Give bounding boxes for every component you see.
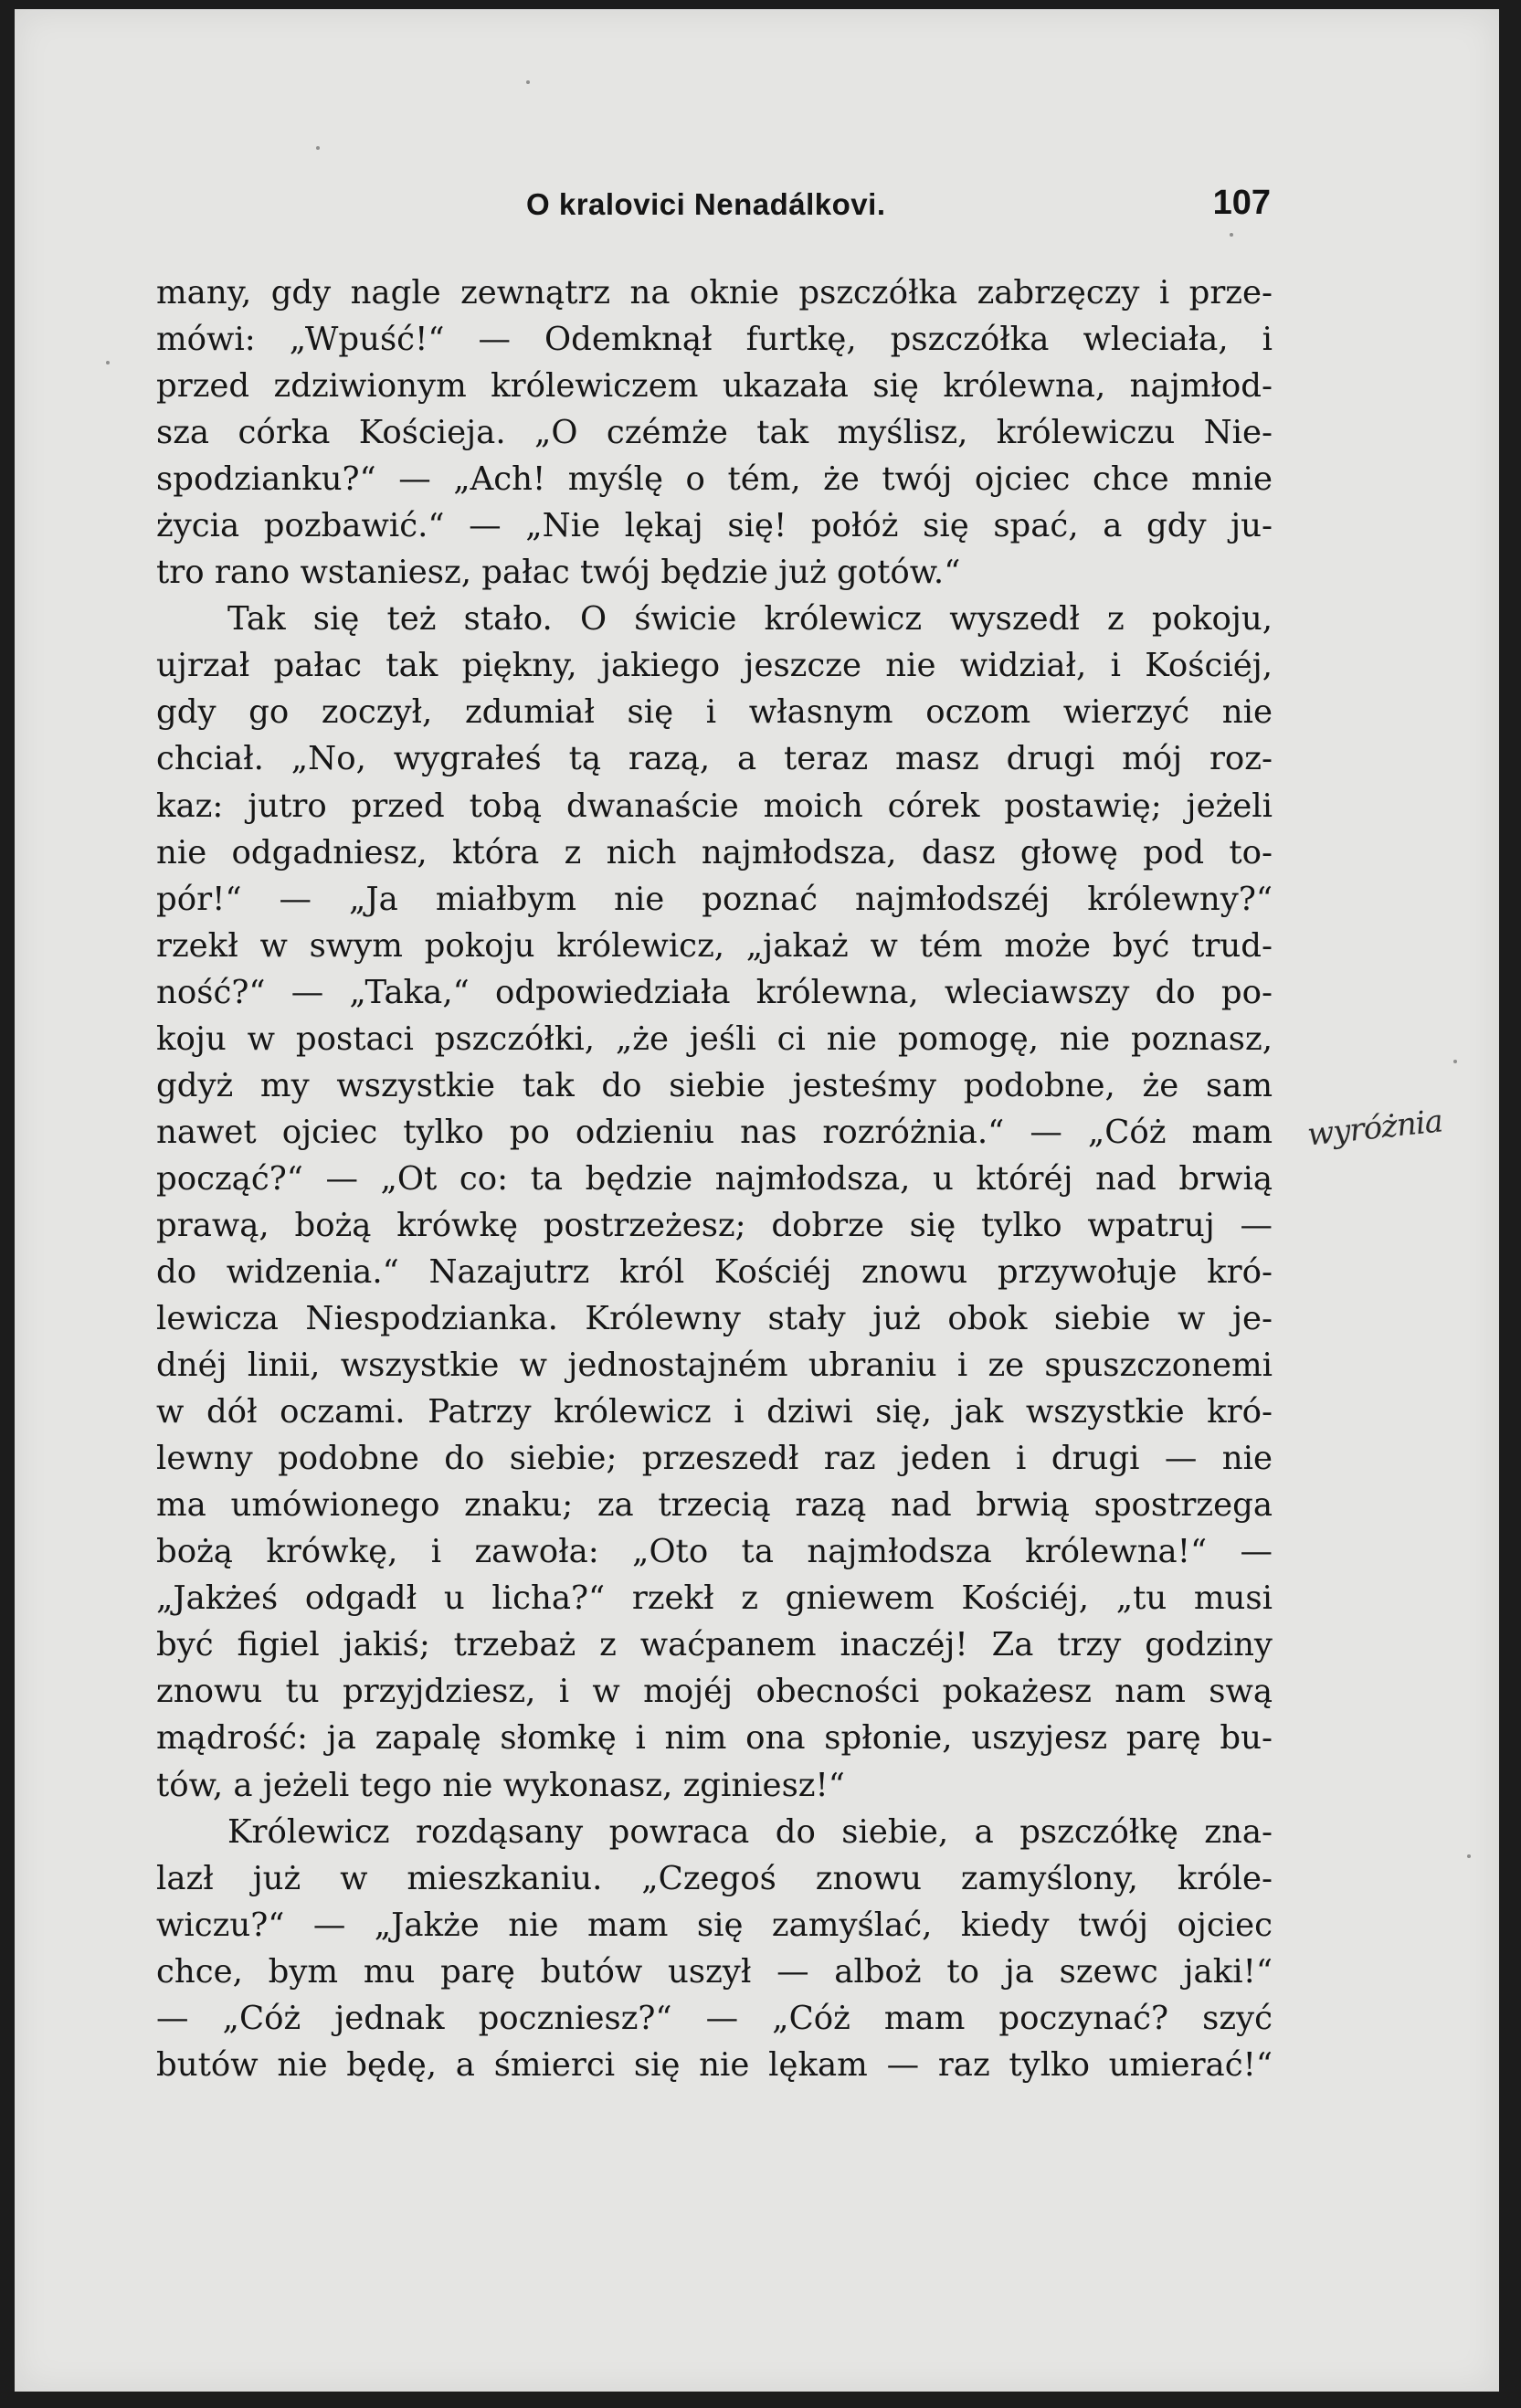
text-line: gdyż my wszystkie tak do siebie jesteśmy podobne, że sam: [156, 1066, 1273, 1104]
handwritten-margin-note: wyróżnia: [1305, 1103, 1444, 1154]
text-line: spodzianku?“ — „Ach! myślę o tém, że twój ojciec chce mnie: [156, 460, 1273, 499]
text-line: tów, a jeżeli tego nie wykonasz, zginiesz!“: [156, 1766, 845, 1804]
paper-speck: [1453, 1060, 1457, 1063]
text-line: do widzenia.“ Nazajutrz król Kościéj znowu przywołuje kró-: [156, 1252, 1273, 1291]
text-line: „Jakżeś odgadł u licha?“ rzekł z gniewem Kościéj, „tu musi: [156, 1579, 1273, 1618]
text-line: lazł już w mieszkaniu. „Czegoś znowu zamyślony, króle-: [156, 1859, 1273, 1897]
paper-speck: [526, 80, 530, 84]
text-line: rzekł w swym pokoju królewicz, „jakaż w tém może być trud-: [156, 926, 1273, 965]
text-line: gdy go zoczył, zdumiał się i własnym oczom wierzyć nie: [156, 693, 1273, 732]
text-line: sza córka Kościeja. „O czémże tak myślisz, królewiczu Nie-: [156, 414, 1273, 452]
text-line: — „Cóż jednak poczniesz?“ — „Cóż mam poczynać? szyć: [156, 1999, 1273, 2037]
text-line: ma umówionego znaku; za trzecią razą nad brwią spostrzega: [156, 1486, 1273, 1525]
body-text: [156, 269, 1273, 2088]
paper-speck: [106, 361, 110, 364]
page-header: [170, 178, 1271, 233]
page-number: 107: [1212, 184, 1271, 222]
text-line: lewny podobne do siebie; przeszedł raz jeden i drugi — nie: [156, 1440, 1273, 1478]
text-line: przed zdziwionym królewiczem ukazała się królewna, najmłod-: [156, 367, 1273, 406]
text-line: chce, bym mu parę butów uszył — alboż to ja szewc jaki!“: [156, 1952, 1273, 1991]
text-line: butów nie będę, a śmierci się nie lękam — raz tylko umierać!“: [156, 2045, 1273, 2084]
text-line: nie odgadniesz, która z nich najmłodsza, dasz głowę pod to-: [156, 833, 1273, 871]
text-line: życia pozbawić.“ — „Nie lękaj się! połóż się spać, a gdy ju-: [156, 507, 1273, 545]
text-line: pór!“ — „Ja miałbym nie poznać najmłodszéj królewny?“: [156, 880, 1273, 918]
text-line: mówi: „Wpuść!“ — Odemknął furtkę, pszczółka wleciała, i: [156, 321, 1273, 359]
text-line: być figiel jakiś; trzebaż z waćpanem inaczéj! Za trzy godziny: [156, 1626, 1273, 1664]
text-line: lewicza Niespodzianka. Królewny stały już obok siebie w je-: [156, 1300, 1273, 1338]
text-line: w dół oczami. Patrzy królewicz i dziwi się, jak wszystkie kró-: [156, 1393, 1273, 1431]
paper-speck: [316, 146, 320, 150]
text-line: ujrzał pałac tak piękny, jakiego jeszcze nie widział, i Kościéj,: [156, 647, 1273, 685]
text-line: ność?“ — „Taka,“ odpowiedziała królewna, wleciawszy do po-: [156, 973, 1273, 1011]
running-title: O kralovici Nenadálkovi.: [526, 187, 886, 221]
text-line: mądrość: ja zapalę słomkę i nim ona spłonie, uszyjesz parę bu-: [156, 1719, 1273, 1758]
text-line: chciał. „No, wygrałeś tą razą, a teraz masz drugi mój roz-: [156, 740, 1273, 778]
text-line: kaz: jutro przed tobą dwanaście moich córek postawię; jeżeli: [156, 787, 1273, 825]
text-line: prawą, bożą krówkę postrzeżesz; dobrze się tylko wpatruj —: [156, 1206, 1273, 1244]
text-line: znowu tu przyjdziesz, i w mojéj obecności pokażesz nam swą: [156, 1673, 1273, 1711]
book-page: [15, 9, 1499, 2392]
text-line: bożą krówkę, i zawoła: „Oto ta najmłodsza królewna!“ —: [156, 1533, 1273, 1571]
text-line: Królewicz rozdąsany powraca do siebie, a pszczółkę zna-: [227, 1812, 1273, 1851]
paper-speck: [1230, 233, 1233, 237]
text-line: dnéj linii, wszystkie w jednostajném ubraniu i ze spuszczonemi: [156, 1347, 1273, 1385]
text-line: nawet ojciec tylko po odzieniu nas rozróżnia.“ — „Cóż mam: [156, 1113, 1273, 1151]
paper-speck: [1467, 1854, 1471, 1858]
text-line: począć?“ — „Ot co: ta będzie najmłodsza, u któréj nad brwią: [156, 1159, 1273, 1198]
text-line: Tak się też stało. O świcie królewicz wyszedł z pokoju,: [227, 600, 1273, 639]
text-line: wiczu?“ — „Jakże nie mam się zamyślać, kiedy twój ojciec: [156, 1906, 1273, 1944]
text-line: tro rano wstaniesz, pałac twój będzie już gotów.“: [156, 554, 961, 592]
text-line: many, gdy nagle zewnątrz na oknie pszczółka zabrzęczy i prze-: [156, 274, 1273, 312]
text-line: koju w postaci pszczółki, „że jeśli ci nie pomogę, nie poznasz,: [156, 1019, 1273, 1058]
